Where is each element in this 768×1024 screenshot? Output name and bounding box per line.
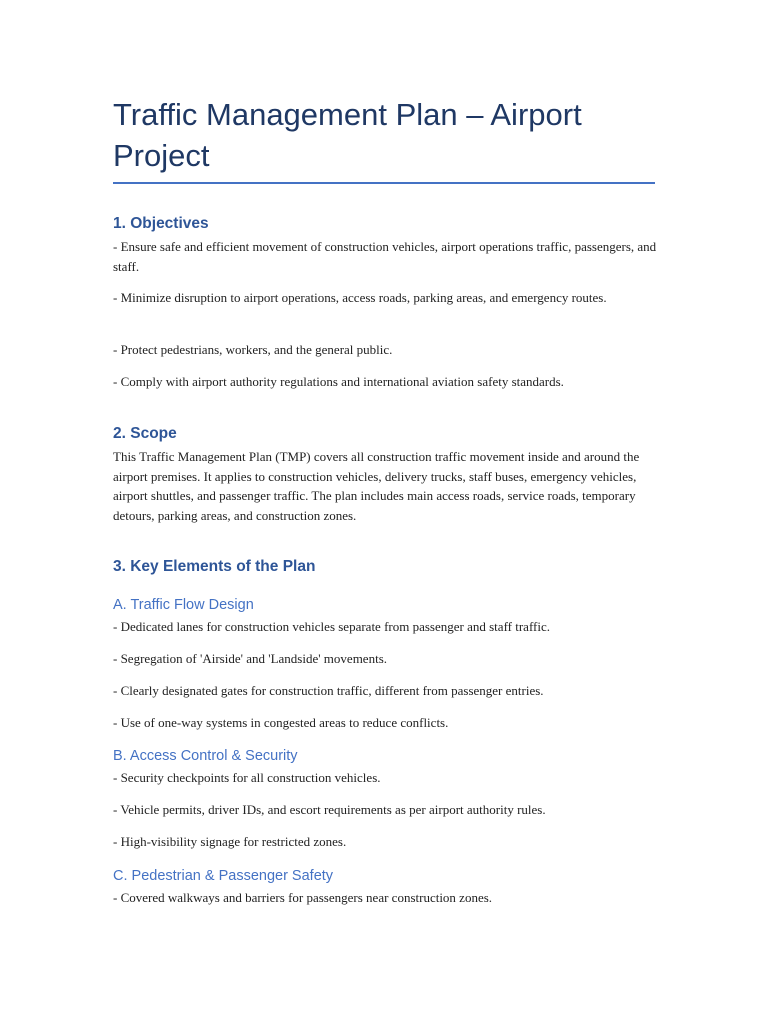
access-control-item: - Vehicle permits, driver IDs, and escort requirements as per airport authority rules. [113, 802, 546, 817]
access-control-heading: B. Access Control & Security [113, 748, 298, 764]
objective-item: - Minimize disruption to airport operations, access roads, parking areas, and emergency routes. [113, 290, 607, 305]
traffic-flow-item: - Clearly designated gates for construction traffic, different from passenger entries. [113, 683, 544, 698]
objectives-heading: 1. Objectives [113, 215, 209, 232]
pedestrian-safety-item: - Covered walkways and barriers for passengers near construction zones. [113, 890, 493, 905]
objective-item: - Ensure safe and efficient movement of construction vehicles, airport operations traffic, passengers, and staff. [113, 239, 657, 274]
objective-item: - Protect pedestrians, workers, and the general public. [113, 342, 393, 357]
traffic-flow-item: - Use of one-way systems in congested areas to reduce conflicts. [113, 715, 449, 730]
traffic-flow-item: - Dedicated lanes for construction vehicles separate from passenger and staff traffic. [113, 619, 551, 634]
key-elements-heading: 3. Key Elements of the Plan [113, 558, 316, 575]
title-underline [113, 182, 655, 184]
traffic-flow-heading: A. Traffic Flow Design [113, 597, 254, 613]
pedestrian-safety-heading: C. Pedestrian & Passenger Safety [113, 868, 334, 884]
traffic-flow-item: - Segregation of 'Airside' and 'Landside' movements. [113, 651, 387, 666]
document-title: Traffic Management Plan – Airport Project [113, 97, 582, 173]
access-control-item: - High-visibility signage for restricted zones. [113, 834, 347, 849]
access-control-item: - Security checkpoints for all construction vehicles. [113, 770, 381, 785]
document-page [113, 0, 658, 905]
scope-heading: 2. Scope [113, 425, 177, 442]
objective-item: - Comply with airport authority regulations and international aviation safety standards. [113, 374, 564, 389]
scope-paragraph: This Traffic Management Plan (TMP) covers all construction traffic movement inside and around the airport premises. It applies to construction vehicles, delivery trucks, staff buses, emergency vehicles, airport shuttles, and passenger traffic. The plan includes main access roads, service roads, temporary detours, parking areas, and construction zones. [113, 449, 640, 523]
